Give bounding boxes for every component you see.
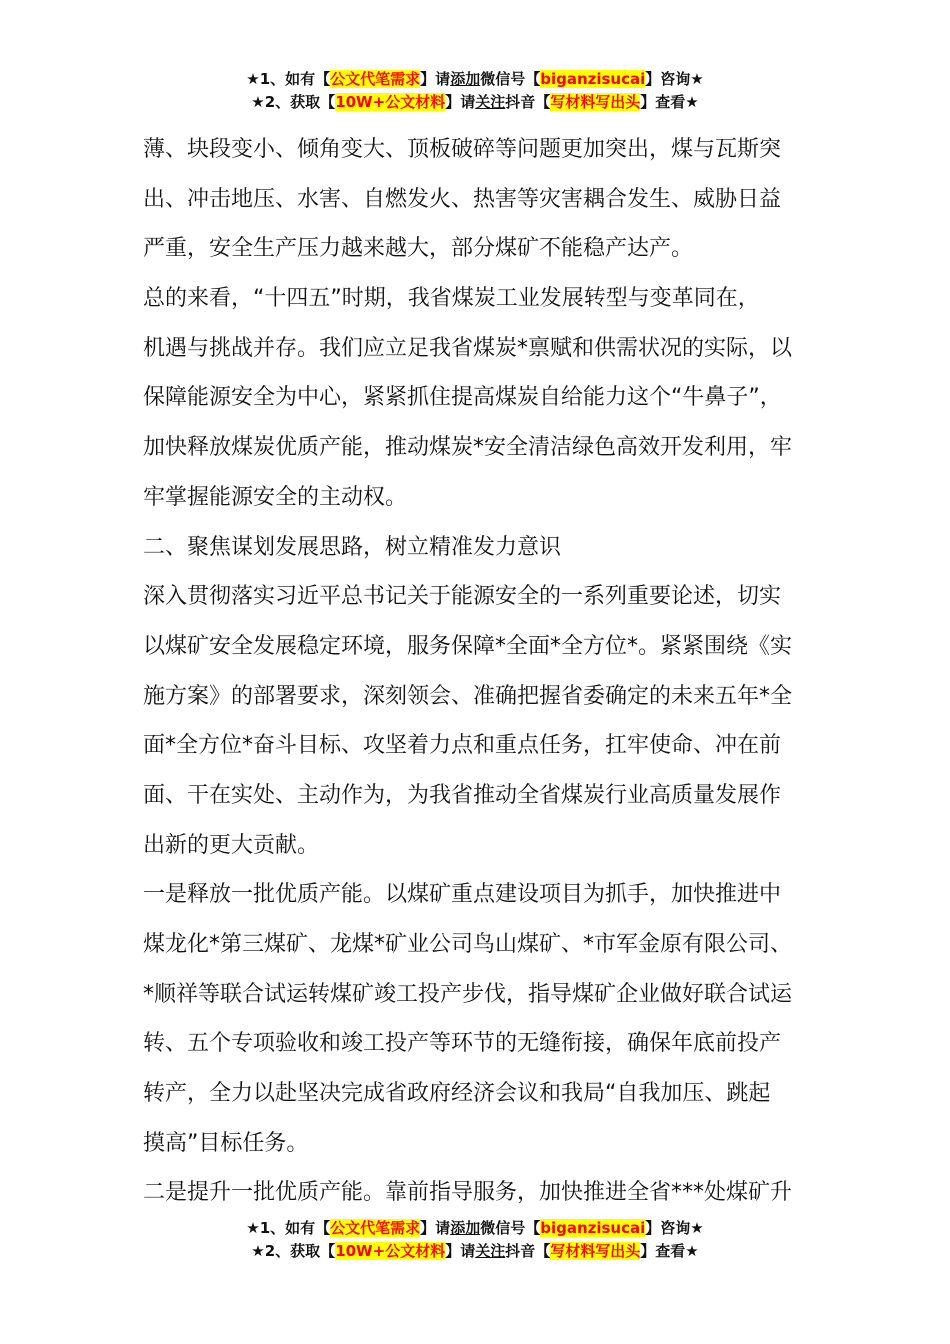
- promo-text: 微信号【: [480, 1219, 541, 1237]
- promo-highlight: 公文代笔需求: [330, 70, 421, 88]
- body-line: *顺祥等联合试运转煤矿竣工投产步伐，指导煤矿企业做好联合试运: [143, 981, 793, 1007]
- promo-text: 】请: [420, 70, 451, 88]
- promo-line-1: [0, 68, 950, 91]
- body-line: 机遇与挑战并存。我们应立足我省煤炭*禀赋和供需状况的实际，以: [143, 335, 793, 361]
- body-line: 严重，安全生产压力越来越大，部分煤矿不能稳产达产。: [143, 236, 694, 262]
- promo-line-2: [0, 91, 950, 114]
- body-line: 转、五个专项验收和竣工投产等环节的无缝衔接，确保年底前投产: [143, 1031, 782, 1057]
- body-line: 保障能源安全为中心，紧紧抓住提高煤炭自给能力这个“牛鼻子”，: [143, 385, 782, 411]
- promo-highlight: 写材料写出头: [550, 93, 641, 111]
- promo-text: ★2、获取【: [251, 93, 336, 111]
- promo-text: 抖音【: [505, 1242, 551, 1260]
- promo-text: ★2、获取【: [251, 1242, 336, 1260]
- body-line: 薄、块段变小、倾角变大、顶板破碎等问题更加突出，煤与瓦斯突: [143, 137, 782, 162]
- body-line: 一是释放一批优质产能。以煤矿重点建设项目为抓手，加快推进中: [143, 882, 782, 908]
- body-line: 出新的更大贡献。: [143, 832, 320, 858]
- promo-text: ★1、如有【: [246, 70, 331, 88]
- body-line: 深入贯彻落实习近平总书记关于能源安全的一系列重要论述，切实: [143, 584, 782, 610]
- body-line: 面、干在实处、主动作为，为我省推动全省煤炭行业高质量发展作: [143, 782, 782, 808]
- promo-underlined: 关注: [475, 93, 506, 111]
- promo-text: 抖音【: [505, 93, 551, 111]
- promo-text: 微信号【: [480, 70, 541, 88]
- promo-highlight: biganzisucai: [540, 1219, 646, 1237]
- promo-underlined: 添加: [450, 70, 481, 88]
- footer-promo-banner: [0, 1217, 950, 1263]
- promo-highlight: 10W+公文材料: [335, 1242, 446, 1260]
- promo-highlight: 公文代笔需求: [330, 1219, 421, 1237]
- promo-underlined: 添加: [450, 1219, 481, 1237]
- promo-text: 】查看★: [640, 1242, 699, 1260]
- body-line: 摸高”目标任务。: [143, 1130, 309, 1156]
- promo-text: ★1、如有【: [246, 1219, 331, 1237]
- section-heading: 二、聚焦谋划发展思路，树立精准发力意识: [143, 534, 562, 560]
- promo-text: 】请: [445, 93, 476, 111]
- body-line: 总的来看，“十四五”时期，我省煤炭工业发展转型与变革同在，: [143, 286, 760, 312]
- promo-highlight: biganzisucai: [540, 70, 646, 88]
- body-line: 转产，全力以赴坚决完成省政府经济会议和我局“自我加压、跳起: [143, 1081, 771, 1107]
- body-line: 出、冲击地压、水害、自燃发火、热害等灾害耦合发生、威胁日益: [143, 186, 782, 212]
- promo-underlined: 关注: [475, 1242, 506, 1260]
- body-line: 施方案》的部署要求，深刻领会、准确把握省委确定的未来五年*全: [143, 683, 793, 709]
- body-line: 煤龙化*第三煤矿、龙煤*矿业公司鸟山煤矿、*市军金原有限公司、: [143, 932, 793, 957]
- body-line: 加快释放煤炭优质产能，推动煤炭*安全清洁绿色高效开发利用，牢: [143, 435, 793, 461]
- promo-text: 】咨询★: [645, 1219, 704, 1237]
- promo-text: 】请: [420, 1219, 451, 1237]
- promo-text: 】请: [445, 1242, 476, 1260]
- promo-line-1: [0, 1217, 950, 1240]
- body-line: 以煤矿安全发展稳定环境，服务保障*全面*全方位*。紧紧围绕《实: [143, 633, 793, 659]
- document-body: [143, 125, 823, 1218]
- body-line: 牢掌握能源安全的主动权。: [143, 484, 408, 510]
- promo-line-2: [0, 1240, 950, 1263]
- promo-text: 】咨询★: [645, 70, 704, 88]
- body-line: 面*全方位*奋斗目标、攻坚着力点和重点任务，扛牢使命、冲在前: [143, 733, 782, 759]
- promo-highlight: 写材料写出头: [550, 1242, 641, 1260]
- promo-highlight: 10W+公文材料: [335, 93, 446, 111]
- body-line: 二是提升一批优质产能。靠前指导服务，加快推进全省***处煤矿升: [143, 1180, 793, 1206]
- header-promo-banner: [0, 68, 950, 114]
- promo-text: 】查看★: [640, 93, 699, 111]
